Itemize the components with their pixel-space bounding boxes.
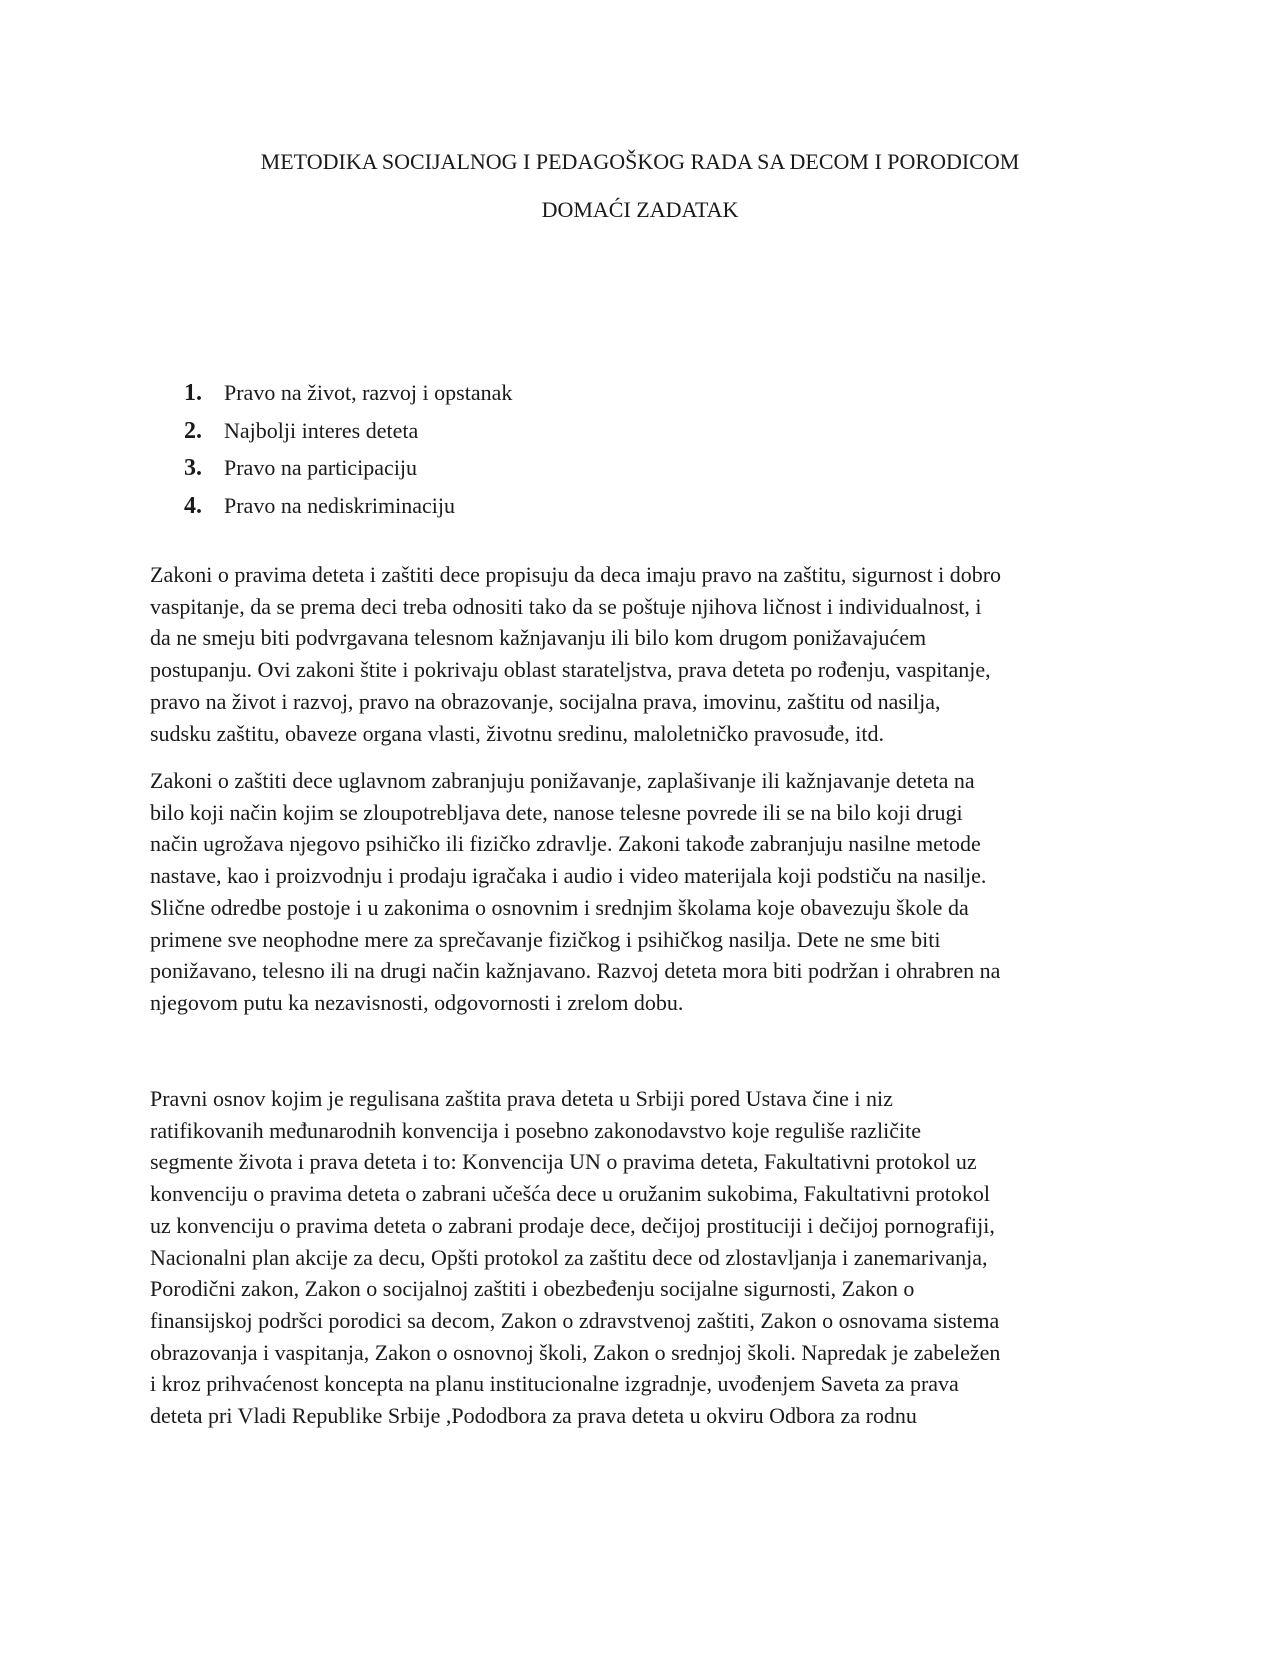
- list-item-text: Pravo na participaciju: [224, 455, 418, 480]
- rights-list: [184, 374, 512, 524]
- paragraph-line: Zakoni o zaštiti dece uglavnom zabranjuju ponižavanje, zaplašivanje ili kažnjavanje deteta na: [150, 768, 975, 793]
- paragraph-line: uz konvenciju o pravima deteta o zabrani prodaje dece, dečijoj prostituciji i dečijoj pornografiji,: [150, 1212, 995, 1238]
- paragraph-line: obrazovanja i vaspitanja, Zakon o osnovnoj školi, Zakon o srednjoj školi. Napredak je zabeležen: [150, 1339, 1001, 1365]
- list-item-number: 3.: [184, 455, 202, 481]
- paragraph-line: Pravni osnov kojim je regulisana zaštita prava deteta u Srbiji pored Ustava čine i niz: [150, 1086, 893, 1111]
- list-item-text: Najbolji interes deteta: [224, 417, 419, 443]
- paragraph-line: ratifikovanih međunarodnih konvencija i posebno zakonodavstvo koje reguliše različite: [150, 1117, 921, 1143]
- paragraph-line: konvenciju o pravima deteta o zabrani učešća dece u oružanim sukobima, Fakultativni protokol: [150, 1181, 991, 1207]
- list-item-number: 1.: [184, 380, 202, 406]
- paragraph-line: način ugrožava njegovo psihičko ili fizičko zdravlje. Zakoni takođe zabranjuju nasilne metode: [150, 831, 981, 857]
- paragraph-line: segmente života i prava deteta i to: Konvencija UN o pravima deteta, Fakultativni protokol uz: [150, 1149, 977, 1175]
- paragraph-line: Nacionalni plan akcije za decu, Opšti protokol za zaštitu dece od zlostavljanja i zanemarivanja,: [150, 1244, 988, 1270]
- paragraph-line: Porodični zakon, Zakon o socijalnoj zaštiti i obezbeđenju socijalne sigurnosti, Zakon o: [150, 1276, 915, 1302]
- paragraph-line: primene sve neophodne mere za sprečavanje fizičkog i psihičkog nasilja. Dete ne sme biti: [150, 926, 941, 952]
- paragraph-line: bilo koji način kojim se zloupotrebljava dete, nanose telesne povrede ili se na bilo koji drugi: [150, 799, 963, 825]
- paragraph-line: ponižavano, telesno ili na drugi način kažnjavano. Razvoj deteta mora biti podržan i ohrabren na: [150, 958, 1001, 984]
- paragraph-line: Slične odredbe postoje i u zakonima o osnovnim i srednjim školama koje obavezuju škole da: [150, 894, 969, 920]
- list-item-text: Pravo na nediskriminaciju: [224, 492, 455, 518]
- list-item-text: Pravo na život, razvoj i opstanak: [224, 380, 513, 405]
- list-item: [184, 487, 512, 525]
- paragraph-line: deteta pri Vladi Republike Srbije ,Pododbora za prava deteta u okviru Odbora za rodnu: [150, 1403, 917, 1429]
- paragraph-line: njegovom putu ka nezavisnosti, odgovornosti i zrelom dobu.: [150, 989, 684, 1015]
- list-item-number: 4.: [184, 492, 202, 519]
- document-title: METODIKA SOCIJALNOG I PEDAGOŠKOG RADA SA DECOM I PORODICOM: [260, 149, 1020, 174]
- list-item: [184, 449, 512, 487]
- paragraph-line: postupanju. Ovi zakoni štite i pokrivaju oblast starateljstva, prava deteta po rođenju, vaspitanje,: [150, 657, 991, 683]
- paragraph-legal-basis: [150, 1083, 1130, 1432]
- list-item: [184, 374, 512, 412]
- paragraph-line: vaspitanje, da se prema deci treba odnositi tako da se poštuje njihova ličnost i individualnost, i: [150, 593, 982, 619]
- list-item: [184, 412, 512, 450]
- paragraph-line: nastave, kao i proizvodnju i prodaju igračaka i audio i video materijala koji podstiču na nasilje.: [150, 863, 987, 889]
- paragraph-protection-laws: [150, 765, 1130, 1019]
- paragraph-line: pravo na život i razvoj, pravo na obrazovanje, socijalna prava, imovinu, zaštitu od nasilja,: [150, 688, 941, 714]
- list-item-number: 2.: [184, 417, 202, 444]
- paragraph-line: sudsku zaštitu, obaveze organa vlasti, životnu sredinu, maloletničko pravosuđe, itd.: [150, 720, 884, 746]
- paragraph-line: da ne smeju biti podvrgavana telesnom kažnjavanju ili bilo kom drugom ponižavajućem: [150, 625, 927, 651]
- paragraph-laws-rights: [150, 559, 1130, 749]
- paragraph-line: finansijskoj podršci porodici sa decom, Zakon o zdravstvenoj zaštiti, Zakon o osnovama sistema: [150, 1307, 1000, 1333]
- document-subtitle: DOMAĆI ZADATAK: [541, 197, 739, 222]
- paragraph-line: i kroz prihvaćenost koncepta na planu institucionalne izgradnje, uvođenjem Saveta za prava: [150, 1371, 959, 1397]
- paragraph-line: Zakoni o pravima deteta i zaštiti dece propisuju da deca imaju pravo na zaštitu, sigurnost i dobro: [150, 562, 1002, 587]
